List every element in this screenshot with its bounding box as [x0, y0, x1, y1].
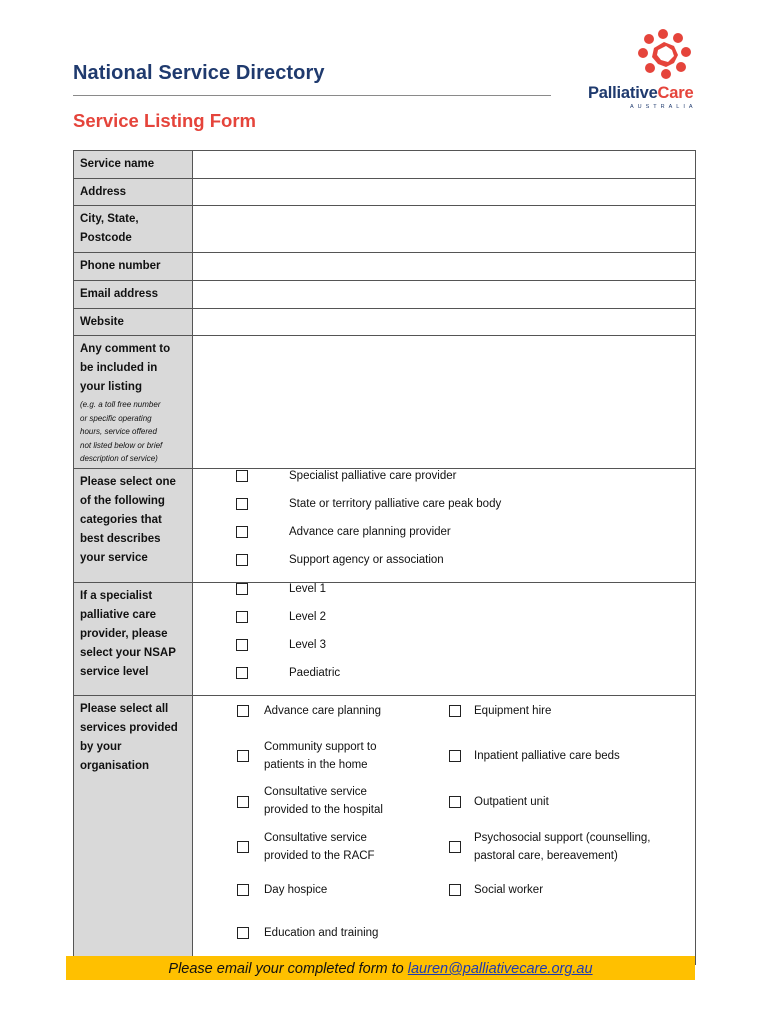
service-name-field[interactable]: [193, 151, 695, 178]
submission-text: Please email your completed form to: [168, 961, 408, 977]
nsap-row: [74, 583, 695, 696]
category-acp-provider-label: Advance care planning provider: [289, 526, 451, 538]
city-state-postcode-label: City, State, Postcode: [74, 206, 193, 252]
logo-wordmark: PalliativeCare: [588, 84, 694, 102]
palliative-care-logo: [588, 22, 738, 114]
service-outpatient-checkbox[interactable]: [449, 796, 461, 808]
category-specialist-label: Specialist palliative care provider: [289, 470, 457, 482]
service-outpatient-label: Outpatient unit: [474, 796, 549, 808]
submission-email-link[interactable]: lauren@palliativecare.org.au: [407, 961, 593, 977]
website-field[interactable]: [193, 309, 695, 335]
service-community-support-checkbox[interactable]: [237, 750, 249, 762]
form-title: Service Listing Form: [73, 110, 256, 131]
email-row: [74, 281, 695, 309]
category-support-agency-checkbox[interactable]: [236, 554, 248, 566]
service-name-label: Service name: [74, 151, 193, 178]
service-inpatient-beds-checkbox[interactable]: [449, 750, 461, 762]
nsap-level-1-checkbox[interactable]: [236, 583, 248, 595]
service-equipment-hire-checkbox[interactable]: [449, 705, 461, 717]
nsap-level-2-checkbox[interactable]: [236, 611, 248, 623]
nsap-level-1-label: Level 1: [289, 583, 327, 595]
website-row: [74, 309, 695, 336]
submission-banner: [66, 956, 695, 980]
page-title: National Service Directory: [73, 62, 325, 84]
address-label: Address: [74, 179, 193, 205]
service-day-hospice-checkbox[interactable]: [237, 884, 249, 896]
comment-hint: (e.g. a toll free number or specific operating hours, service offered not listed below or brief description of service): [80, 400, 163, 463]
address-field[interactable]: [193, 179, 695, 205]
address-row: [74, 179, 695, 206]
category-peak-body-checkbox[interactable]: [236, 498, 248, 510]
nsap-level-3-label: Level 3: [289, 639, 327, 651]
nsap-level-2-label: Level 2: [289, 611, 327, 623]
nsap-paediatric-label: Paediatric: [289, 667, 341, 679]
phone-label: Phone number: [74, 253, 193, 280]
service-psychosocial-checkbox[interactable]: [449, 841, 461, 853]
service-consult-racf-label: Consultative service provided to the RACF: [264, 832, 375, 862]
email-field[interactable]: [193, 281, 695, 308]
category-acp-provider-checkbox[interactable]: [236, 526, 248, 538]
nsap-level-3-checkbox[interactable]: [236, 639, 248, 651]
service-education-label: Education and training: [264, 927, 379, 939]
category-label: Please select one of the following categories that best describes your service: [74, 469, 193, 582]
city-state-postcode-field[interactable]: [193, 206, 695, 252]
services-label: Please select all services provided by your organisation: [74, 696, 193, 964]
title-divider: [73, 95, 551, 96]
service-psychosocial-label: Psychosocial support (counselling, pastoral care, bereavement): [474, 832, 651, 862]
comment-field[interactable]: [193, 336, 695, 468]
service-consult-racf-checkbox[interactable]: [237, 841, 249, 853]
service-education-checkbox[interactable]: [237, 927, 249, 939]
phone-row: [74, 253, 695, 281]
service-name-row: [74, 151, 695, 179]
service-consult-hospital-label: Consultative service provided to the hospital: [264, 786, 383, 816]
comment-row: [74, 336, 695, 469]
comment-label: Any comment to be included in your listing (e.g. a toll free number or specific operating hours, service offered not listed below or brief description of service): [74, 336, 193, 468]
service-consult-hospital-checkbox[interactable]: [237, 796, 249, 808]
category-support-agency-label: Support agency or association: [289, 554, 444, 566]
category-peak-body-label: State or territory palliative care peak body: [289, 498, 502, 510]
email-label: Email address: [74, 281, 193, 308]
service-equipment-hire-label: Equipment hire: [474, 705, 552, 717]
nsap-options: [193, 583, 695, 695]
service-inpatient-beds-label: Inpatient palliative care beds: [474, 750, 620, 762]
city-state-postcode-row: [74, 206, 695, 253]
service-social-worker-checkbox[interactable]: [449, 884, 461, 896]
website-label: Website: [74, 309, 193, 335]
phone-field[interactable]: [193, 253, 695, 280]
service-social-worker-label: Social worker: [474, 884, 544, 896]
service-acp-checkbox[interactable]: [237, 705, 249, 717]
category-specialist-checkbox[interactable]: [236, 470, 248, 482]
service-day-hospice-label: Day hospice: [264, 884, 328, 896]
nsap-label: If a specialist palliative care provider, please select your NSAP service level: [74, 583, 193, 695]
logo-subtitle: AUSTRALIA: [630, 104, 697, 110]
service-community-support-label: Community support to patients in the home: [264, 741, 377, 771]
nsap-paediatric-checkbox[interactable]: [236, 667, 248, 679]
australia-people-icon: [588, 22, 738, 84]
service-acp-label: Advance care planning: [264, 705, 381, 717]
